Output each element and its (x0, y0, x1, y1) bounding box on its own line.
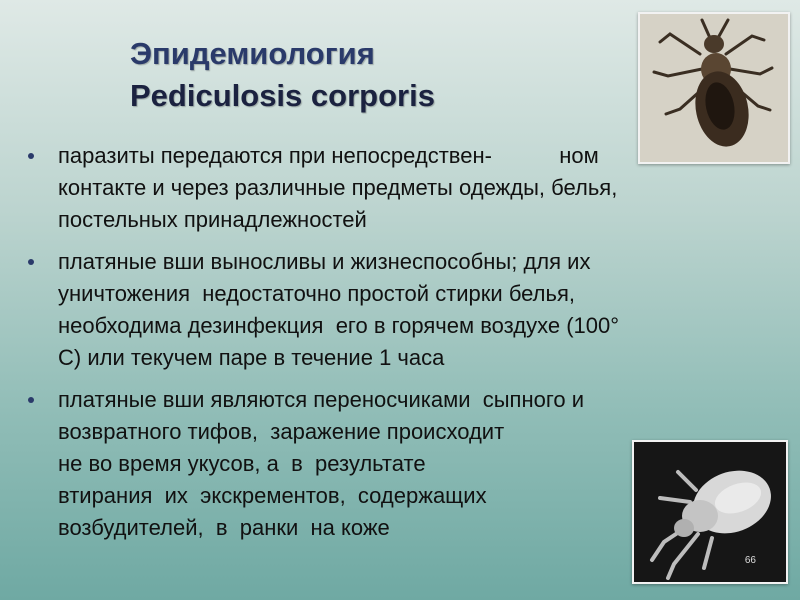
bullet-line: возбудителей, в ранки на коже (58, 515, 390, 540)
bullet-line: постельных принадлежностей (58, 207, 367, 232)
louse-sem-photo-icon (632, 440, 788, 584)
bullet-icon (28, 153, 34, 159)
bullet-line: платяные вши являются переносчиками сыпного и (58, 387, 585, 412)
list-item (26, 246, 786, 374)
page-number: 66 (744, 555, 756, 566)
bullet-icon (28, 259, 34, 265)
bullet-line: контакте и через различные предметы одежды, белья, (58, 175, 618, 200)
bullet-line: возвратного тифов, заражение происходит (58, 419, 505, 444)
bullet-line: не во время укусов, а в результате (58, 451, 426, 476)
bullet-line: втирания их экскрементов, содержащих (58, 483, 487, 508)
bullet-line: С) или текучем паре в течение 1 часа (58, 345, 445, 370)
bullet-line: паразиты передаются при непосредствен- ном (58, 143, 599, 168)
page-subtitle: Pediculosis corporis (130, 78, 435, 113)
list-item (26, 140, 786, 236)
bullet-line: платяные вши выносливы и жизнеспособны; для их (58, 249, 591, 274)
bullet-line: необходима дезинфекция его в горячем воздухе (100° (58, 313, 620, 338)
bullet-icon (28, 397, 34, 403)
bullet-line: уничтожения недостаточно простой стирки белья, (58, 281, 575, 306)
page-title: Эпидемиология (130, 36, 375, 71)
